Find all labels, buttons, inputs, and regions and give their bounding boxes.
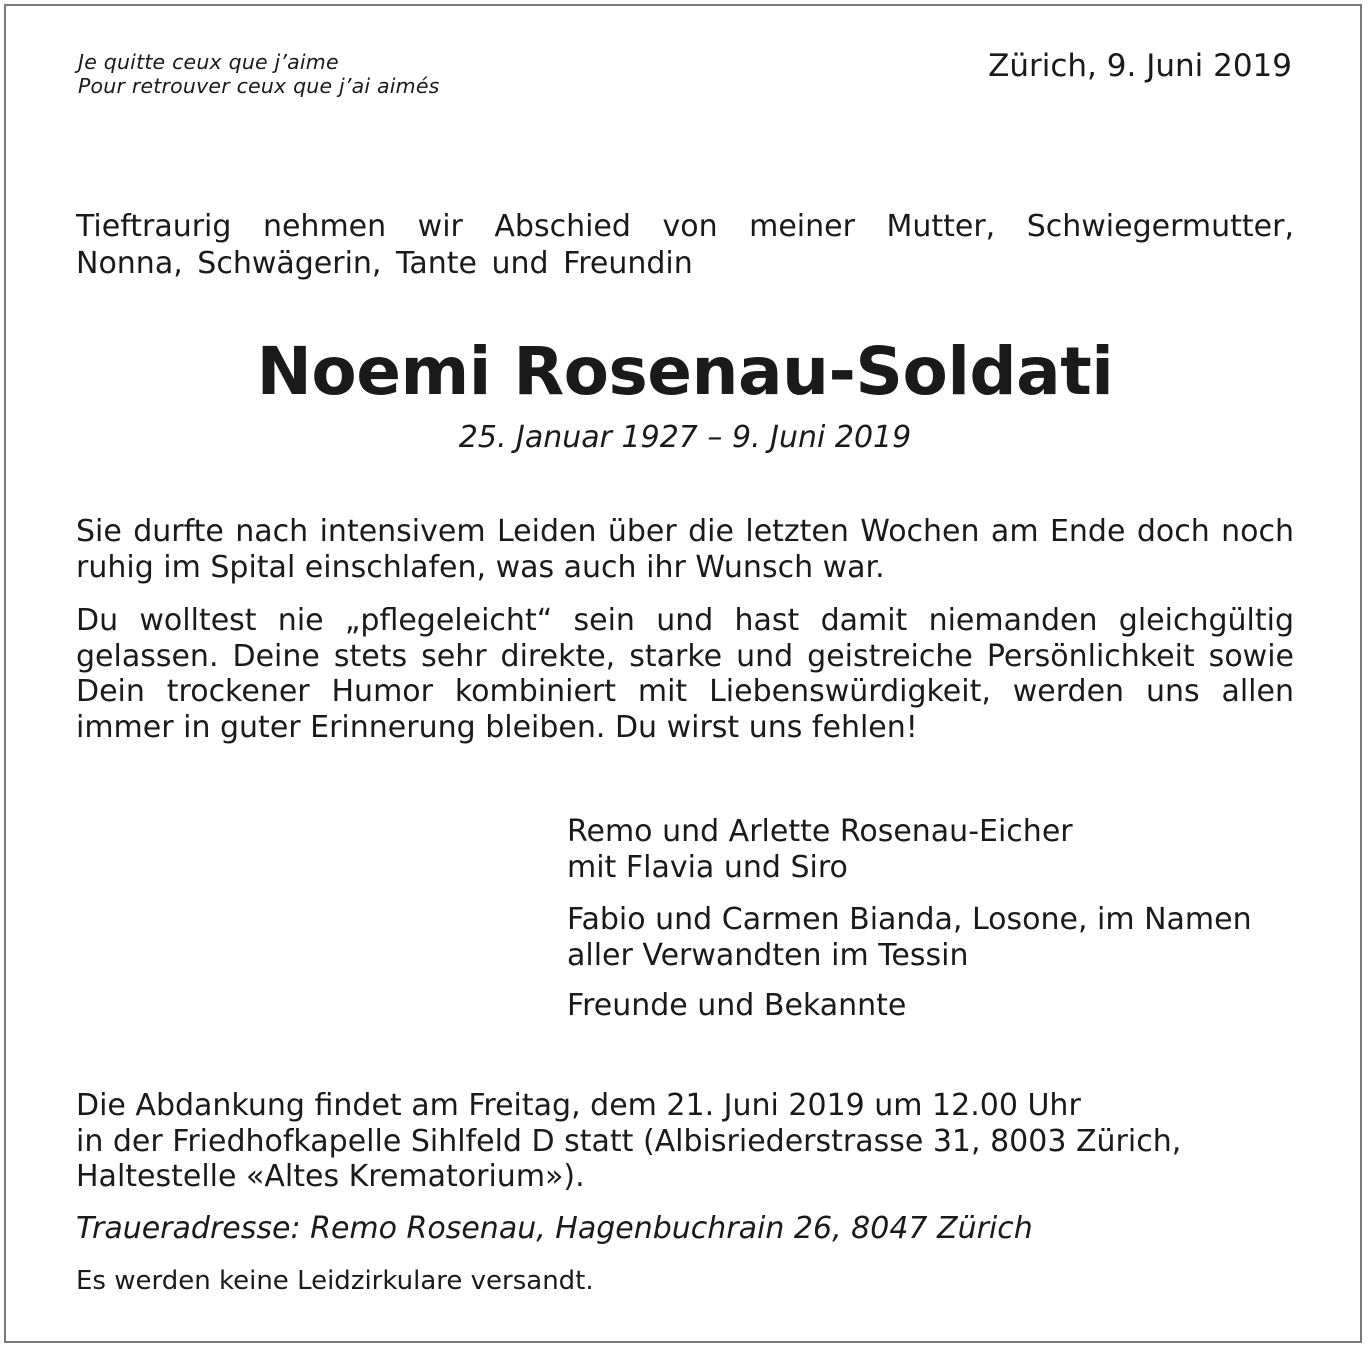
mourner-line: Fabio und Carmen Bianda, Losone, im Namen — [567, 902, 1252, 937]
mourner-line: aller Verwandten im Tessin — [567, 937, 969, 973]
lifespan-dates: 25. Januar 1927 – 9. Juni 2019 — [458, 420, 912, 455]
place-date: Zürich, 9. Juni 2019 — [988, 48, 1292, 84]
mourner-line: Freunde und Bekannte — [567, 988, 907, 1023]
motto-quote — [78, 50, 440, 98]
service-line-1: Die Abdankung findet am Freitag, dem 21. Juni 2019 um 12.00 Uhr — [76, 1088, 1081, 1123]
mourning-address: Traueradresse: Remo Rosenau, Hagenbuchrain 26, 8047 Zürich — [76, 1211, 1033, 1246]
service-info — [76, 1088, 1294, 1195]
intro-line-1: Tieftraurig nehmen wir Abschied von meiner Mutter, Schwiegermutter, — [76, 209, 1294, 244]
motto-line-1: Je quitte ceux que j’aime — [78, 50, 339, 74]
deceased-name: Noemi Rosenau-Soldati — [256, 333, 1114, 410]
circular-note: Es werden keine Leidzirkulare versandt. — [76, 1266, 594, 1296]
mourner-group-family — [567, 814, 1327, 885]
paragraph-tribute: Du wolltest nie „pflegeleicht“ sein und hast damit niemanden gleichgültig gelassen. Deine stets sehr direkte, starke und geistreiche Persönlichkeit sowie Dein trockener Humor kombiniert mit Liebenswürdigkeit, werden uns allen immer in guter Erinnerung bleiben. Du wirst uns fehlen! — [76, 603, 1294, 745]
mourner-group-friends — [567, 988, 1327, 1024]
intro-line-2: Nonna, Schwägerin, Tante und Freundin — [76, 246, 693, 281]
paragraph-passing: Sie durfte nach intensivem Leiden über die letzten Wochen am Ende doch noch ruhig im Spital einschlafen, was auch ihr Wunsch war. — [76, 514, 1294, 585]
intro-text — [76, 208, 1294, 282]
mourner-group-relatives — [567, 902, 1327, 973]
motto-line-2: Pour retrouver ceux que j’ai aimés — [78, 74, 440, 98]
service-line-3: Haltestelle «Altes Krematorium»). — [76, 1159, 585, 1194]
mourner-line: Remo und Arlette Rosenau-Eicher — [567, 814, 1073, 849]
service-line-2: in der Friedhofkapelle Sihlfeld D statt (Albisriederstrasse 31, 8003 Zürich, — [76, 1123, 1182, 1159]
mourner-line: mit Flavia und Siro — [567, 849, 848, 885]
